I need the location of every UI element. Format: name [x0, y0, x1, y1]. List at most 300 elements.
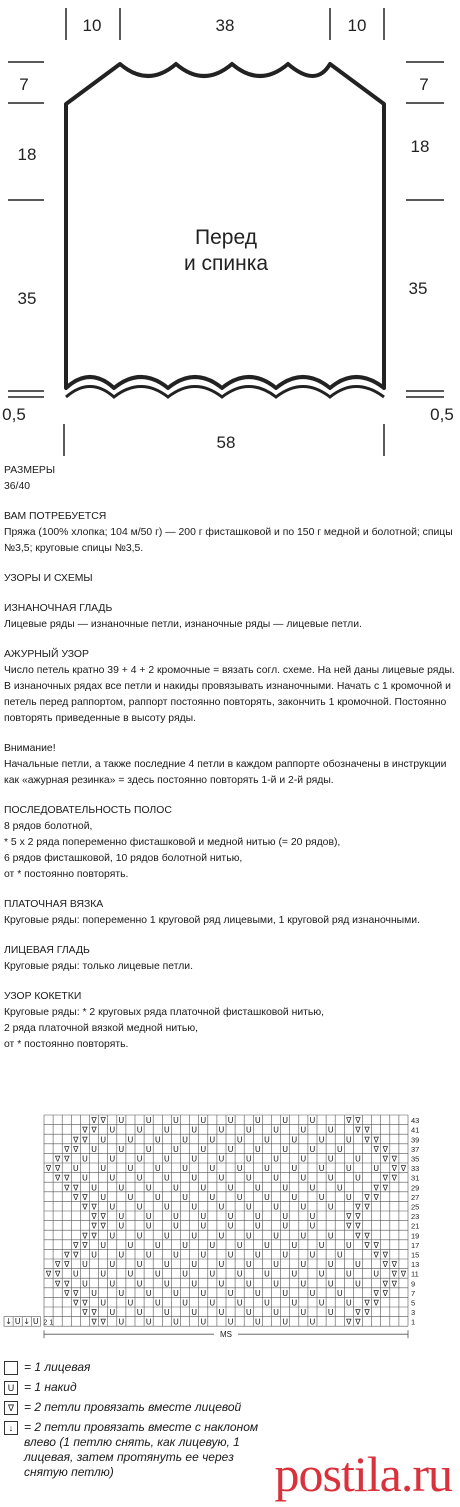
- section-title: Внимание!: [4, 743, 56, 754]
- yarn-over-symbol: U: [200, 1221, 207, 1231]
- yarn-over-symbol: U: [154, 1192, 161, 1202]
- yarn-over-symbol: U: [345, 1298, 352, 1308]
- yarn-over-symbol: U: [127, 1135, 134, 1145]
- k2tog-symbol: ∇: [91, 1212, 97, 1222]
- yarn-over-symbol: U: [218, 1125, 225, 1135]
- yarn-over-symbol: U: [173, 1144, 179, 1154]
- yarn-over-symbol: U: [300, 1231, 307, 1241]
- k2tog-symbol: ∇: [364, 1308, 370, 1318]
- yarn-over-symbol: U: [200, 1317, 207, 1327]
- yarn-over-symbol: U: [282, 1317, 289, 1327]
- yarn-over-symbol: U: [264, 1164, 270, 1174]
- right-height-3: 0,5: [430, 405, 454, 424]
- section-2: [4, 571, 456, 587]
- yarn-over-symbol: U: [200, 1116, 207, 1126]
- empty-square-icon: [4, 1361, 18, 1375]
- yarn-over-symbol: U: [145, 1116, 152, 1126]
- yarn-over-symbol: U: [282, 1288, 289, 1298]
- section-8: [4, 943, 456, 975]
- k2tog-symbol: ∇: [73, 1250, 79, 1260]
- skp-symbol: ↓: [23, 1317, 31, 1327]
- skp-symbol: ↓: [5, 1317, 12, 1327]
- yarn-over-symbol: U: [145, 1317, 152, 1327]
- row-number: 27: [411, 1192, 420, 1202]
- yarn-over-symbol: U: [254, 1317, 261, 1327]
- top-width-right: 10: [347, 16, 367, 35]
- k2tog-symbol: ∇: [364, 1202, 370, 1212]
- k2tog-symbol: ∇: [91, 1116, 97, 1126]
- k2tog-symbol: ∇: [82, 1308, 88, 1318]
- yarn-over-symbol: U: [191, 1202, 198, 1212]
- row-number: 33: [411, 1164, 420, 1174]
- yarn-over-symbol: U: [163, 1125, 170, 1135]
- section-title: УЗОРЫ И СХЕМЫ: [4, 573, 93, 584]
- yarn-over-symbol: U: [291, 1240, 298, 1250]
- yarn-over-symbol: U: [236, 1135, 243, 1145]
- yarn-over-symbol: U: [163, 1308, 170, 1318]
- garment-label-line1: Перед: [195, 226, 257, 249]
- yarn-over-symbol: U: [245, 1154, 252, 1164]
- yarn-over-symbol: U: [118, 1317, 125, 1327]
- right-height-1: 18: [410, 137, 430, 156]
- yarn-over-symbol: U: [309, 1288, 316, 1298]
- k2tog-symbol: ∇: [382, 1183, 388, 1193]
- yarn-over-symbol: U: [300, 1260, 307, 1270]
- left-height-1: 18: [17, 145, 37, 164]
- legend-item-k2tog: [4, 1400, 264, 1415]
- yarn-over-symbol: U: [163, 1154, 170, 1164]
- k2tog-symbol: ∇: [400, 1269, 407, 1279]
- yarn-over-symbol: U: [136, 1173, 143, 1183]
- yarn-over-symbol: U: [191, 1125, 198, 1135]
- yarn-over-symbol: U: [118, 1250, 125, 1260]
- yarn-over-symbol: U: [127, 1164, 134, 1174]
- section-body: Круговые ряды: попеременно 1 круговой ряд лицевыми, 1 круговой ряд изнаночными.: [4, 915, 420, 926]
- yarn-over-symbol: U: [218, 1173, 225, 1183]
- yarn-over-symbol: U: [318, 1240, 325, 1250]
- section-3: [4, 601, 456, 633]
- row-number: 7: [411, 1288, 416, 1298]
- legend-text: = 2 петли провязать вместе с наклоном влево (1 петлю снять, как лицевую, 1 лицевая, затем протянуть ее через снятую петлю): [24, 1420, 259, 1479]
- k2tog-symbol: ∇: [355, 1308, 361, 1318]
- row-number: 21: [411, 1221, 420, 1231]
- k2tog-symbol: ∇: [355, 1212, 361, 1222]
- yarn-over-symbol: U: [291, 1135, 298, 1145]
- yarn-over-symbol: U: [200, 1183, 207, 1193]
- section-6: [4, 803, 456, 883]
- k2tog-symbol: ∇: [382, 1250, 388, 1260]
- yarn-over-symbol: U: [336, 1183, 343, 1193]
- yarn-over-symbol: U: [182, 1135, 188, 1145]
- k2tog-symbol: ∇: [91, 1317, 97, 1327]
- yarn-over-symbol: U: [345, 1192, 352, 1202]
- yarn-over-symbol: U: [309, 1221, 316, 1231]
- yarn-over-symbol: U: [209, 1192, 216, 1202]
- k2tog-symbol: ∇: [82, 1125, 88, 1135]
- k2tog-symbol: ∇: [382, 1288, 388, 1298]
- yarn-over-symbol: U: [127, 1192, 134, 1202]
- section-4: [4, 647, 456, 727]
- k2tog-symbol: ∇: [364, 1240, 370, 1250]
- k2tog-symbol: ∇: [373, 1192, 379, 1202]
- yarn-over-symbol: U: [173, 1212, 179, 1222]
- yarn-over-symbol: U: [173, 1116, 179, 1126]
- k2tog-symbol: ∇: [391, 1279, 398, 1289]
- yarn-over-icon: U: [4, 1381, 18, 1395]
- yarn-over-symbol: U: [209, 1135, 216, 1145]
- yarn-over-symbol: U: [145, 1183, 152, 1193]
- yarn-over-symbol: U: [227, 1250, 234, 1260]
- row-number: 19: [411, 1231, 420, 1241]
- k2tog-symbol: ∇: [391, 1269, 398, 1279]
- chart-legend: [4, 1360, 264, 1485]
- k2tog-symbol: ∇: [382, 1260, 388, 1270]
- yarn-over-symbol: U: [32, 1317, 39, 1327]
- k2tog-symbol: ∇: [355, 1125, 361, 1135]
- yarn-over-symbol: U: [200, 1212, 207, 1222]
- k2tog-symbol: ∇: [391, 1260, 398, 1270]
- k2tog-symbol: ∇: [373, 1288, 379, 1298]
- yarn-over-symbol: U: [245, 1279, 252, 1289]
- yarn-over-symbol: U: [273, 1173, 279, 1183]
- k2tog-symbol: ∇: [364, 1192, 370, 1202]
- yarn-over-symbol: U: [154, 1298, 161, 1308]
- k2tog-symbol: ∇: [355, 1231, 361, 1241]
- yarn-over-symbol: U: [136, 1154, 143, 1164]
- yarn-over-symbol: U: [327, 1173, 334, 1183]
- k2tog-symbol: ∇: [91, 1308, 97, 1318]
- yarn-over-symbol: U: [91, 1183, 97, 1193]
- yarn-over-symbol: U: [91, 1288, 97, 1298]
- yarn-over-symbol: U: [173, 1288, 179, 1298]
- yarn-over-symbol: U: [282, 1144, 289, 1154]
- k2tog-symbol: ∇: [64, 1250, 70, 1260]
- yarn-over-symbol: U: [318, 1135, 325, 1145]
- k2tog-symbol: ∇: [346, 1212, 352, 1222]
- yarn-over-symbol: U: [227, 1144, 234, 1154]
- yarn-over-symbol: U: [355, 1154, 361, 1164]
- section-body: Круговые ряды: * 2 круговых ряда платочной фисташковой нитью, 2 ряда платочной вязкой медной нитью, от * постоянно повторять.: [4, 1007, 324, 1050]
- row-number: 3: [411, 1308, 416, 1318]
- yarn-over-symbol: U: [100, 1135, 107, 1145]
- k2tog-symbol: ∇: [54, 1269, 61, 1279]
- k2tog-symbol: ∇: [391, 1154, 398, 1164]
- section-title: РАЗМЕРЫ: [4, 465, 56, 476]
- k2tog-symbol: ∇: [355, 1202, 361, 1212]
- yarn-over-symbol: U: [245, 1173, 252, 1183]
- yarn-over-symbol: U: [300, 1308, 307, 1318]
- yarn-over-symbol: U: [254, 1183, 261, 1193]
- section-title: ЛИЦЕВАЯ ГЛАДЬ: [4, 945, 90, 956]
- section-title: ПОСЛЕДОВАТЕЛЬНОСТЬ ПОЛОС: [4, 805, 172, 816]
- yarn-over-symbol: U: [273, 1231, 279, 1241]
- k2tog-symbol: ∇: [355, 1221, 361, 1231]
- legend-text: = 1 лицевая: [24, 1360, 91, 1374]
- yarn-over-symbol: U: [318, 1192, 325, 1202]
- yarn-over-symbol: U: [291, 1192, 298, 1202]
- yarn-over-symbol: U: [345, 1164, 352, 1174]
- yarn-over-symbol: U: [300, 1154, 307, 1164]
- yarn-over-symbol: U: [309, 1250, 316, 1260]
- yarn-over-symbol: U: [345, 1240, 352, 1250]
- yarn-over-symbol: U: [109, 1125, 116, 1135]
- yarn-over-symbol: U: [218, 1260, 225, 1270]
- k2tog-symbol: ∇: [373, 1144, 379, 1154]
- yarn-over-symbol: U: [327, 1279, 334, 1289]
- yarn-over-symbol: U: [245, 1260, 252, 1270]
- yarn-over-symbol: U: [309, 1212, 316, 1222]
- section-title: УЗОР КОКЕТКИ: [4, 991, 82, 1002]
- section-7: [4, 897, 456, 929]
- k2tog-symbol: ∇: [373, 1240, 379, 1250]
- right-height-0: 7: [419, 75, 429, 94]
- row-number: 9: [411, 1279, 416, 1289]
- yarn-over-symbol: U: [264, 1298, 270, 1308]
- k2tog-symbol: ∇: [100, 1317, 106, 1327]
- yarn-over-symbol: U: [173, 1221, 179, 1231]
- yarn-over-symbol: U: [245, 1202, 252, 1212]
- yarn-over-symbol: U: [218, 1308, 225, 1318]
- yarn-over-symbol: U: [264, 1192, 270, 1202]
- yarn-over-symbol: U: [345, 1269, 352, 1279]
- yarn-over-symbol: U: [227, 1116, 234, 1126]
- yarn-over-symbol: U: [136, 1308, 143, 1318]
- k2tog-symbol: ∇: [54, 1154, 61, 1164]
- section-title: ВАМ ПОТРЕБУЕТСЯ: [4, 511, 107, 522]
- yarn-over-symbol: U: [182, 1298, 188, 1308]
- top-width-left: 10: [82, 16, 102, 35]
- yarn-over-symbol: U: [136, 1231, 143, 1241]
- yarn-over-symbol: U: [273, 1125, 279, 1135]
- yarn-over-symbol: U: [145, 1221, 152, 1231]
- yarn-over-symbol: U: [254, 1288, 261, 1298]
- yarn-over-symbol: U: [109, 1279, 116, 1289]
- k2tog-symbol: ∇: [100, 1221, 106, 1231]
- k2tog-symbol: ∇: [73, 1135, 79, 1145]
- k2tog-symbol: ∇: [54, 1279, 61, 1289]
- yarn-over-symbol: U: [127, 1298, 134, 1308]
- yarn-over-symbol: U: [173, 1250, 179, 1260]
- k2tog-symbol: ∇: [82, 1192, 88, 1202]
- yarn-over-symbol: U: [91, 1250, 97, 1260]
- yarn-over-symbol: U: [173, 1183, 179, 1193]
- yarn-over-symbol: U: [191, 1231, 198, 1241]
- yarn-over-symbol: U: [327, 1202, 334, 1212]
- yarn-over-symbol: U: [282, 1116, 289, 1126]
- k2tog-symbol: ∇: [373, 1250, 379, 1260]
- row-number: 31: [411, 1173, 420, 1183]
- yarn-over-symbol: U: [327, 1308, 334, 1318]
- k2tog-symbol: ∇: [91, 1231, 97, 1241]
- k2tog-icon: ∇: [4, 1401, 18, 1415]
- yarn-over-symbol: U: [72, 1269, 79, 1279]
- row-number: 37: [411, 1144, 420, 1154]
- k2tog-symbol: ∇: [82, 1298, 88, 1308]
- yarn-over-symbol: U: [345, 1135, 352, 1145]
- yarn-over-symbol: U: [209, 1240, 216, 1250]
- row-number: 23: [411, 1212, 420, 1222]
- yarn-over-symbol: U: [145, 1250, 152, 1260]
- k2tog-symbol: ∇: [355, 1116, 361, 1126]
- yarn-over-symbol: U: [109, 1154, 116, 1164]
- yarn-over-symbol: U: [154, 1164, 161, 1174]
- k2tog-symbol: ∇: [73, 1192, 79, 1202]
- k2tog-symbol: ∇: [364, 1125, 370, 1135]
- row-number: 25: [411, 1202, 420, 1212]
- section-5: [4, 741, 456, 789]
- yarn-over-symbol: U: [109, 1308, 116, 1318]
- section-title: ПЛАТОЧНАЯ ВЯЗКА: [4, 899, 104, 910]
- yarn-over-symbol: U: [282, 1221, 289, 1231]
- yarn-over-symbol: U: [154, 1269, 161, 1279]
- yarn-over-symbol: U: [273, 1260, 279, 1270]
- knitting-chart: [0, 1112, 460, 1362]
- skp-icon: ↓: [4, 1421, 18, 1435]
- yarn-over-symbol: U: [182, 1240, 188, 1250]
- section-9: [4, 989, 456, 1053]
- yarn-over-symbol: U: [82, 1279, 88, 1289]
- yarn-over-symbol: U: [191, 1173, 198, 1183]
- k2tog-symbol: ∇: [382, 1173, 388, 1183]
- yarn-over-symbol: U: [218, 1231, 225, 1241]
- yarn-over-symbol: U: [309, 1317, 316, 1327]
- yarn-over-symbol: U: [245, 1308, 252, 1318]
- yarn-over-symbol: U: [327, 1125, 334, 1135]
- yarn-over-symbol: U: [254, 1116, 261, 1126]
- yarn-over-symbol: U: [264, 1269, 270, 1279]
- top-width-center: 38: [215, 16, 235, 35]
- k2tog-symbol: ∇: [382, 1144, 388, 1154]
- yarn-over-symbol: U: [118, 1212, 125, 1222]
- yarn-over-symbol: U: [245, 1125, 252, 1135]
- k2tog-symbol: ∇: [82, 1231, 88, 1241]
- k2tog-symbol: ∇: [400, 1164, 407, 1174]
- yarn-over-symbol: U: [273, 1202, 279, 1212]
- k2tog-symbol: ∇: [64, 1144, 70, 1154]
- yarn-over-symbol: U: [136, 1279, 143, 1289]
- yarn-over-symbol: U: [300, 1125, 307, 1135]
- yarn-over-symbol: U: [191, 1260, 198, 1270]
- yarn-over-symbol: U: [264, 1135, 270, 1145]
- yarn-over-symbol: U: [154, 1135, 161, 1145]
- section-body: Начальные петли, а также последние 4 петли в каждом раппорте обозначены в инструкции как «ажурная резинка» = здесь постоянно повторять 1-й и 2-й ряды.: [4, 759, 447, 786]
- row-number: 5: [411, 1298, 416, 1308]
- yarn-over-symbol: U: [254, 1212, 261, 1222]
- yarn-over-symbol: U: [327, 1231, 334, 1241]
- yarn-over-symbol: U: [191, 1279, 198, 1289]
- row-number: 41: [411, 1125, 420, 1135]
- yarn-over-symbol: U: [173, 1317, 179, 1327]
- yarn-over-symbol: U: [127, 1240, 134, 1250]
- yarn-over-symbol: U: [336, 1288, 343, 1298]
- section-body: Пряжа (100% хлопка; 104 м/50 г) — 200 г фисташковой и по 150 г медной и болотной; спицы №3,5; круговые спицы №3,5.: [4, 527, 453, 554]
- k2tog-symbol: ∇: [54, 1173, 61, 1183]
- k2tog-symbol: ∇: [73, 1298, 79, 1308]
- row-number: 1: [411, 1317, 416, 1327]
- yarn-over-symbol: U: [355, 1173, 361, 1183]
- k2tog-symbol: ∇: [64, 1288, 70, 1298]
- section-body: Число петель кратно 39 + 4 + 2 кромочные = вязать согл. схеме. На ней даны лицевые ряды. В изнаночных рядах все петли и накиды провязывать изнаночными. Начать с 1 кромочной и петель перед раппортом, раппорт постоянно повторять, закончить 1 кромочной. Постоянно повторять приведенные в высоту ряды.: [4, 665, 455, 724]
- yarn-over-symbol: U: [273, 1308, 279, 1318]
- k2tog-symbol: ∇: [382, 1279, 388, 1289]
- left-height-0: 7: [19, 75, 29, 94]
- instructions: [4, 463, 456, 1067]
- yarn-over-symbol: U: [191, 1154, 198, 1164]
- yarn-over-symbol: U: [282, 1183, 289, 1193]
- k2tog-symbol: ∇: [82, 1135, 88, 1145]
- yarn-over-symbol: U: [163, 1260, 170, 1270]
- yarn-over-symbol: U: [218, 1279, 225, 1289]
- yarn-over-symbol: U: [100, 1298, 107, 1308]
- yarn-over-symbol: U: [254, 1250, 261, 1260]
- yarn-over-symbol: U: [82, 1173, 88, 1183]
- k2tog-symbol: ∇: [364, 1231, 370, 1241]
- yarn-over-symbol: U: [118, 1116, 125, 1126]
- left-row-number: 2: [43, 1319, 48, 1327]
- yarn-over-symbol: U: [236, 1240, 243, 1250]
- ms-label: MS: [220, 1330, 232, 1340]
- yarn-over-symbol: U: [264, 1240, 270, 1250]
- yarn-over-symbol: U: [318, 1269, 325, 1279]
- yarn-over-symbol: U: [191, 1308, 198, 1318]
- yarn-over-symbol: U: [127, 1269, 134, 1279]
- yarn-over-symbol: U: [327, 1154, 334, 1164]
- garment-label-line2: и спинка: [183, 252, 269, 275]
- yarn-over-symbol: U: [373, 1269, 380, 1279]
- yarn-over-symbol: U: [82, 1260, 88, 1270]
- k2tog-symbol: ∇: [54, 1260, 61, 1270]
- section-1: [4, 509, 456, 557]
- k2tog-symbol: ∇: [91, 1125, 97, 1135]
- yarn-over-symbol: U: [291, 1269, 298, 1279]
- k2tog-symbol: ∇: [82, 1240, 88, 1250]
- yarn-over-symbol: U: [273, 1279, 279, 1289]
- yarn-over-symbol: U: [236, 1298, 243, 1308]
- yarn-over-symbol: U: [236, 1164, 243, 1174]
- yarn-over-symbol: U: [218, 1154, 225, 1164]
- legend-item-empty-square: [4, 1360, 264, 1375]
- yarn-over-symbol: U: [318, 1164, 325, 1174]
- left-height-3: 0,5: [2, 405, 26, 424]
- k2tog-symbol: ∇: [73, 1288, 79, 1298]
- yarn-over-symbol: U: [327, 1260, 334, 1270]
- yarn-over-symbol: U: [118, 1288, 125, 1298]
- yarn-over-symbol: U: [373, 1164, 380, 1174]
- yarn-over-symbol: U: [254, 1221, 261, 1231]
- yarn-over-symbol: U: [200, 1288, 207, 1298]
- yarn-over-symbol: U: [109, 1260, 116, 1270]
- k2tog-symbol: ∇: [346, 1116, 352, 1126]
- k2tog-symbol: ∇: [64, 1154, 70, 1164]
- yarn-over-symbol: U: [218, 1202, 225, 1212]
- yarn-over-symbol: U: [163, 1173, 170, 1183]
- yarn-over-symbol: U: [300, 1279, 307, 1289]
- yarn-over-symbol: U: [72, 1164, 79, 1174]
- yarn-over-symbol: U: [355, 1279, 361, 1289]
- yarn-over-symbol: U: [82, 1154, 88, 1164]
- k2tog-symbol: ∇: [73, 1240, 79, 1250]
- legend-item-skp: [4, 1420, 264, 1480]
- k2tog-symbol: ∇: [373, 1298, 379, 1308]
- yarn-over-symbol: U: [182, 1164, 188, 1174]
- yarn-over-symbol: U: [309, 1144, 316, 1154]
- row-number: 43: [411, 1116, 420, 1126]
- k2tog-symbol: ∇: [346, 1221, 352, 1231]
- yarn-over-symbol: U: [200, 1144, 207, 1154]
- yarn-over-symbol: U: [227, 1183, 234, 1193]
- k2tog-symbol: ∇: [82, 1202, 88, 1212]
- yarn-over-symbol: U: [182, 1269, 188, 1279]
